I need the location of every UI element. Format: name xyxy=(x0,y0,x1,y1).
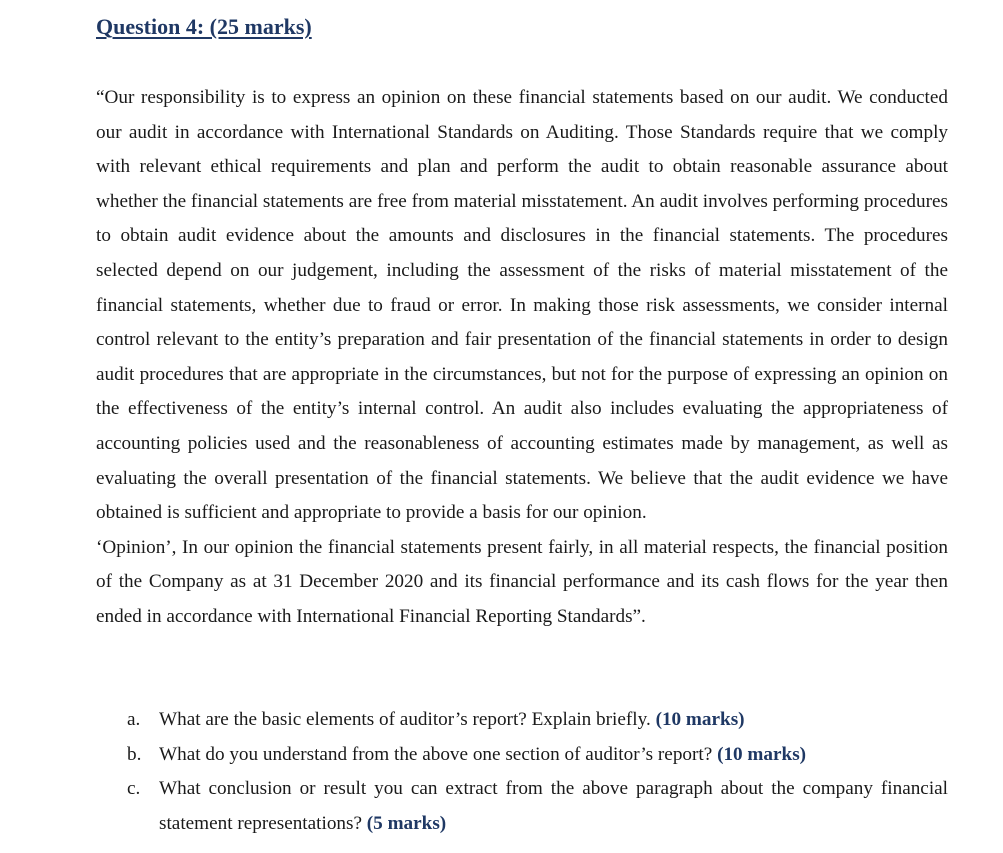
question-title: Question 4: (25 marks) xyxy=(96,14,312,39)
sub-question-marks: (10 marks) xyxy=(717,743,807,765)
sub-question-text: What conclusion or result you can extract from the above paragraph about the company financial statement representations? xyxy=(159,778,948,834)
sub-question-letter: c. xyxy=(127,778,141,800)
sub-question-letter: a. xyxy=(127,709,141,730)
sub-question-list xyxy=(96,703,948,841)
passage-paragraph-opinion: ‘Opinion’, In our opinion the financial statements present fairly, in all material respects, the financial position of the Company as at 31 December 2020 and its financial performance and its cash flows for the year then ended in accordance with International Financial Reporting Standards”. xyxy=(96,536,948,627)
sub-question-a xyxy=(96,703,948,738)
sub-question-letter: b. xyxy=(127,743,142,765)
sub-question-marks: (5 marks) xyxy=(366,812,447,834)
sub-question-text: What are the basic elements of auditor’s report? Explain briefly. xyxy=(159,709,656,730)
auditor-report-passage xyxy=(96,81,948,635)
sub-question-text: What do you understand from the above one section of auditor’s report? xyxy=(159,743,718,765)
passage-paragraph-responsibility: “Our responsibility is to express an opinion on these financial statements based on our audit. We conducted our audit in accordance with International Standards on Auditing. Those Standards require that we comply with relevant ethical requirements and plan and perform the audit to obtain reasonable assurance about whether the financial statements are free from material misstatement. An audit involves performing procedures to obtain audit evidence about the amounts and disclosures in the financial statements. The procedures selected depend on our judgement, including the assessment of the risks of material misstatement of the financial statements, whether due to fraud or error. In making those risk assessments, we consider internal control relevant to the entity’s preparation and fair presentation of the financial statements in order to design audit procedures that are appropriate in the circumstances, but not for the purpose of expressing an opinion on the effectiveness of the entity’s internal control. An audit also includes evaluating the appropriateness of accounting policies used and the reasonableness of accounting estimates made by management, as well as evaluating the overall presentation of the financial statements. We believe that the audit evidence we have obtained is sufficient and appropriate to provide a basis for our opinion. xyxy=(96,87,948,524)
sub-question-c xyxy=(96,772,948,841)
sub-question-marks: (10 marks) xyxy=(655,709,745,730)
sub-question-b xyxy=(96,738,948,773)
